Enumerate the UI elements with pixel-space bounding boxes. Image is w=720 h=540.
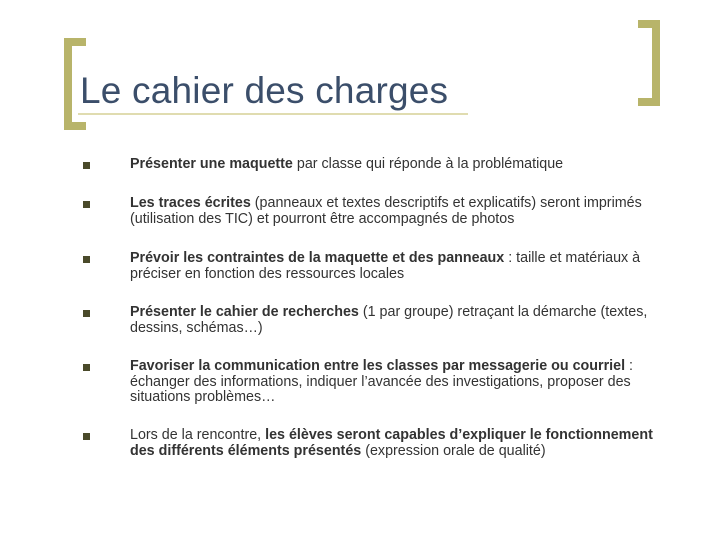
title-underline <box>78 113 468 115</box>
bullet-text <box>130 428 675 459</box>
square-bullet-icon <box>83 433 90 440</box>
square-bullet-icon <box>83 201 90 208</box>
bullet-text <box>130 305 675 336</box>
square-bullet-icon <box>83 310 90 317</box>
bullet-text <box>130 359 675 406</box>
bullet-plain: (1 par groupe) retraçant la démarche (textes, dessins, schémas…) <box>130 304 648 336</box>
bullet-plain: (panneaux et textes descriptifs et explicatifs) seront imprimés (utilisation des TIC) et pourront être accompagnés de photos <box>130 195 642 227</box>
bullet-bold: les élèves seront capables d’expliquer le fonctionnement des différents éléments présentés <box>130 427 653 459</box>
bullet-plain: : taille et matériaux à préciser en fonction des ressources locales <box>130 250 641 282</box>
square-bullet-icon <box>83 162 90 169</box>
slide-title: Le cahier des charges <box>80 70 449 111</box>
bullet-bold: Présenter une maquette <box>130 156 293 172</box>
bullet-text <box>130 157 675 173</box>
left-bracket-bottom <box>64 122 86 130</box>
bullet-text <box>130 251 675 282</box>
left-bracket-decoration <box>64 38 72 130</box>
right-bracket-bottom <box>638 98 660 106</box>
bullet-bold: Les traces écrites <box>130 195 251 211</box>
left-bracket-top <box>64 38 86 46</box>
bullet-bold: Prévoir les contraintes de la maquette et des panneaux <box>130 250 505 266</box>
bullet-plain: : échanger des informations, indiquer l’avancée des investigations, proposer des situations problèmes… <box>130 358 634 406</box>
square-bullet-icon <box>83 256 90 263</box>
square-bullet-icon <box>83 364 90 371</box>
bullet-bold: Favoriser la communication entre les classes par messagerie ou courriel <box>130 358 626 374</box>
bullet-text <box>130 196 675 227</box>
bullet-bold: Présenter le cahier de recherches <box>130 304 359 320</box>
bullet-plain: (expression orale de qualité) <box>361 442 546 459</box>
bullet-plain: par classe qui réponde à la problématique <box>292 156 564 172</box>
bullet-plain: Lors de la rencontre, <box>130 427 266 443</box>
right-bracket-decoration <box>652 20 660 106</box>
right-bracket-top <box>638 20 660 28</box>
